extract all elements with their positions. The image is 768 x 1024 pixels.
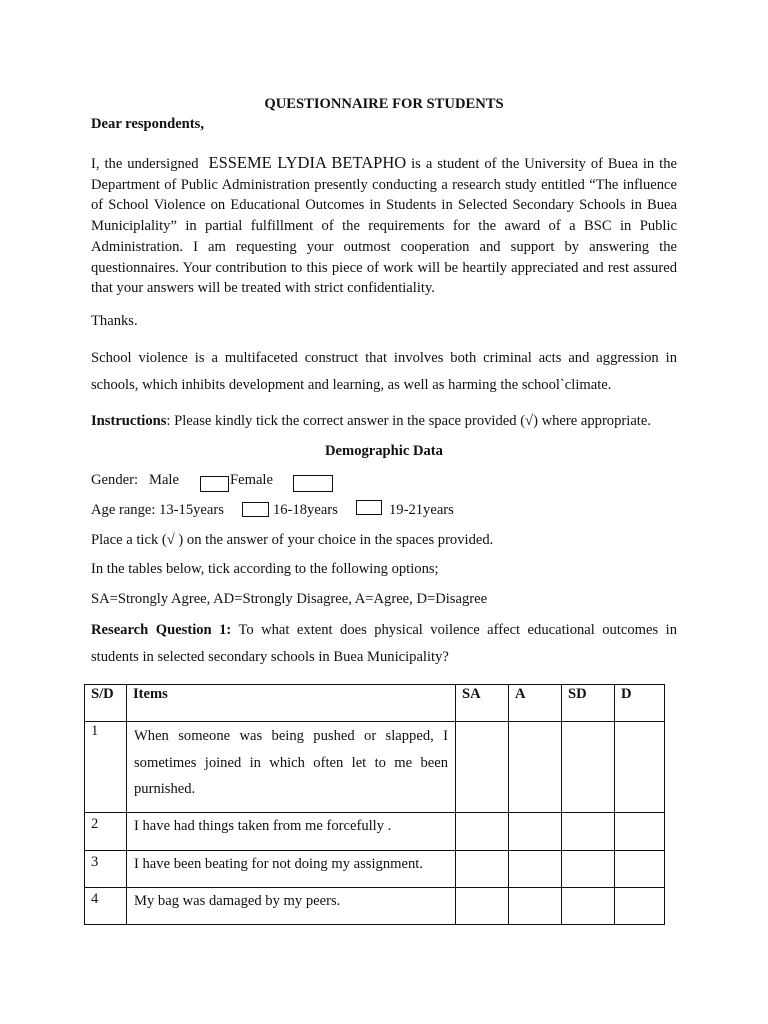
table-row (85, 888, 665, 925)
tick-cell-sa[interactable] (456, 888, 509, 925)
age-19-21-label: 19-21years (389, 502, 454, 518)
age-13-15-checkbox[interactable] (242, 502, 269, 517)
tick-cell-a[interactable] (509, 722, 562, 813)
page-title: QUESTIONNAIRE FOR STUDENTS (264, 96, 504, 112)
table-header-row (85, 685, 665, 722)
research-question-text: To what extent does physical voilence affect educational outcomes in students in selected secondary schools in Buea Municipality? (91, 622, 677, 665)
tables-instruction: In the tables below, tick according to the following options; (91, 561, 439, 577)
tick-cell-sd[interactable] (562, 722, 615, 813)
tick-cell-sa[interactable] (456, 722, 509, 813)
tick-cell-d[interactable] (615, 888, 665, 925)
tick-cell-sa[interactable] (456, 813, 509, 851)
intro-paragraph (91, 153, 677, 299)
row-item: When someone was being pushed or slapped, I sometimes joined in which often let to me been purnished. (127, 722, 456, 813)
gender-female-label: Female (230, 472, 273, 488)
table-row (85, 851, 665, 888)
tick-cell-sa[interactable] (456, 851, 509, 888)
gender-male-label: Male (148, 472, 179, 488)
intro-after-name: is a student of the University of Buea in the Department of Public Administration presently conducting a research study entitled “The influence of School Violence on Educational Outcomes in Students in Selected Secondary Schools in Buea Municiplality” in partial fulfillment of the requirements for the award of a BSC in Public Administration. I am requesting your outmost cooperation and support by answering the questionnaires. Your contribution to this piece of work will be heartily appreciated and rest assured that your answers will be treated with strict confidentiality. (91, 156, 678, 297)
instructions-label: Instructions (91, 413, 167, 429)
demographic-title: Demographic Data (325, 443, 443, 459)
tick-cell-d[interactable] (615, 813, 665, 851)
row-item: My bag was damaged by my peers. (127, 888, 456, 925)
instructions-text: : Please kindly tick the correct answer in the space provided (√) where appropriate. (166, 413, 651, 429)
age-16-18-checkbox[interactable] (356, 500, 382, 515)
tick-cell-sd[interactable] (562, 888, 615, 925)
tick-cell-a[interactable] (509, 813, 562, 851)
researcher-name: ESSEME LYDIA BETAPHO (208, 153, 407, 172)
male-checkbox[interactable] (200, 476, 229, 492)
header-items: Items (127, 685, 456, 722)
row-number: 4 (85, 888, 127, 925)
violence-paragraph: School violence is a multifaceted construct that involves both criminal acts and aggression in schools, which inhibits development and learning, as well as harming the school`climate. (91, 350, 677, 393)
row-item: I have been beating for not doing my assignment. (127, 851, 456, 888)
gender-line (91, 472, 179, 489)
tick-cell-d[interactable] (615, 722, 665, 813)
header-d: D (615, 685, 665, 722)
salutation: Dear respondents, (91, 116, 204, 132)
research-question (91, 617, 677, 671)
header-sd: S/D (85, 685, 127, 722)
options-legend: SA=Strongly Agree, AD=Strongly Disagree, A=Agree, D=Disagree (91, 591, 488, 607)
row-number: 2 (85, 813, 127, 851)
thanks-text: Thanks. (91, 313, 138, 329)
gender-label: Gender: (91, 472, 139, 488)
header-sa: SA (456, 685, 509, 722)
age-16-18-label: 16-18years (273, 502, 338, 518)
tick-cell-sd[interactable] (562, 813, 615, 851)
tick-cell-a[interactable] (509, 851, 562, 888)
header-a: A (509, 685, 562, 722)
row-number: 3 (85, 851, 127, 888)
row-item: I have had things taken from me forcefully . (127, 813, 456, 851)
tick-instruction: Place a tick (√ ) on the answer of your choice in the spaces provided. (91, 532, 494, 548)
female-checkbox[interactable] (293, 475, 333, 492)
row-number: 1 (85, 722, 127, 813)
research-question-label: Research Question 1: (91, 622, 232, 638)
tick-cell-d[interactable] (615, 851, 665, 888)
tick-cell-sd[interactable] (562, 851, 615, 888)
tick-cell-a[interactable] (509, 888, 562, 925)
survey-table (84, 684, 665, 925)
table-row (85, 813, 665, 851)
table-row (85, 722, 665, 813)
instructions (91, 413, 711, 430)
age-label: Age range: 13-15years (91, 502, 224, 518)
header-strongly-disagree: SD (562, 685, 615, 722)
intro-before-name: I, the undersigned (91, 156, 199, 172)
